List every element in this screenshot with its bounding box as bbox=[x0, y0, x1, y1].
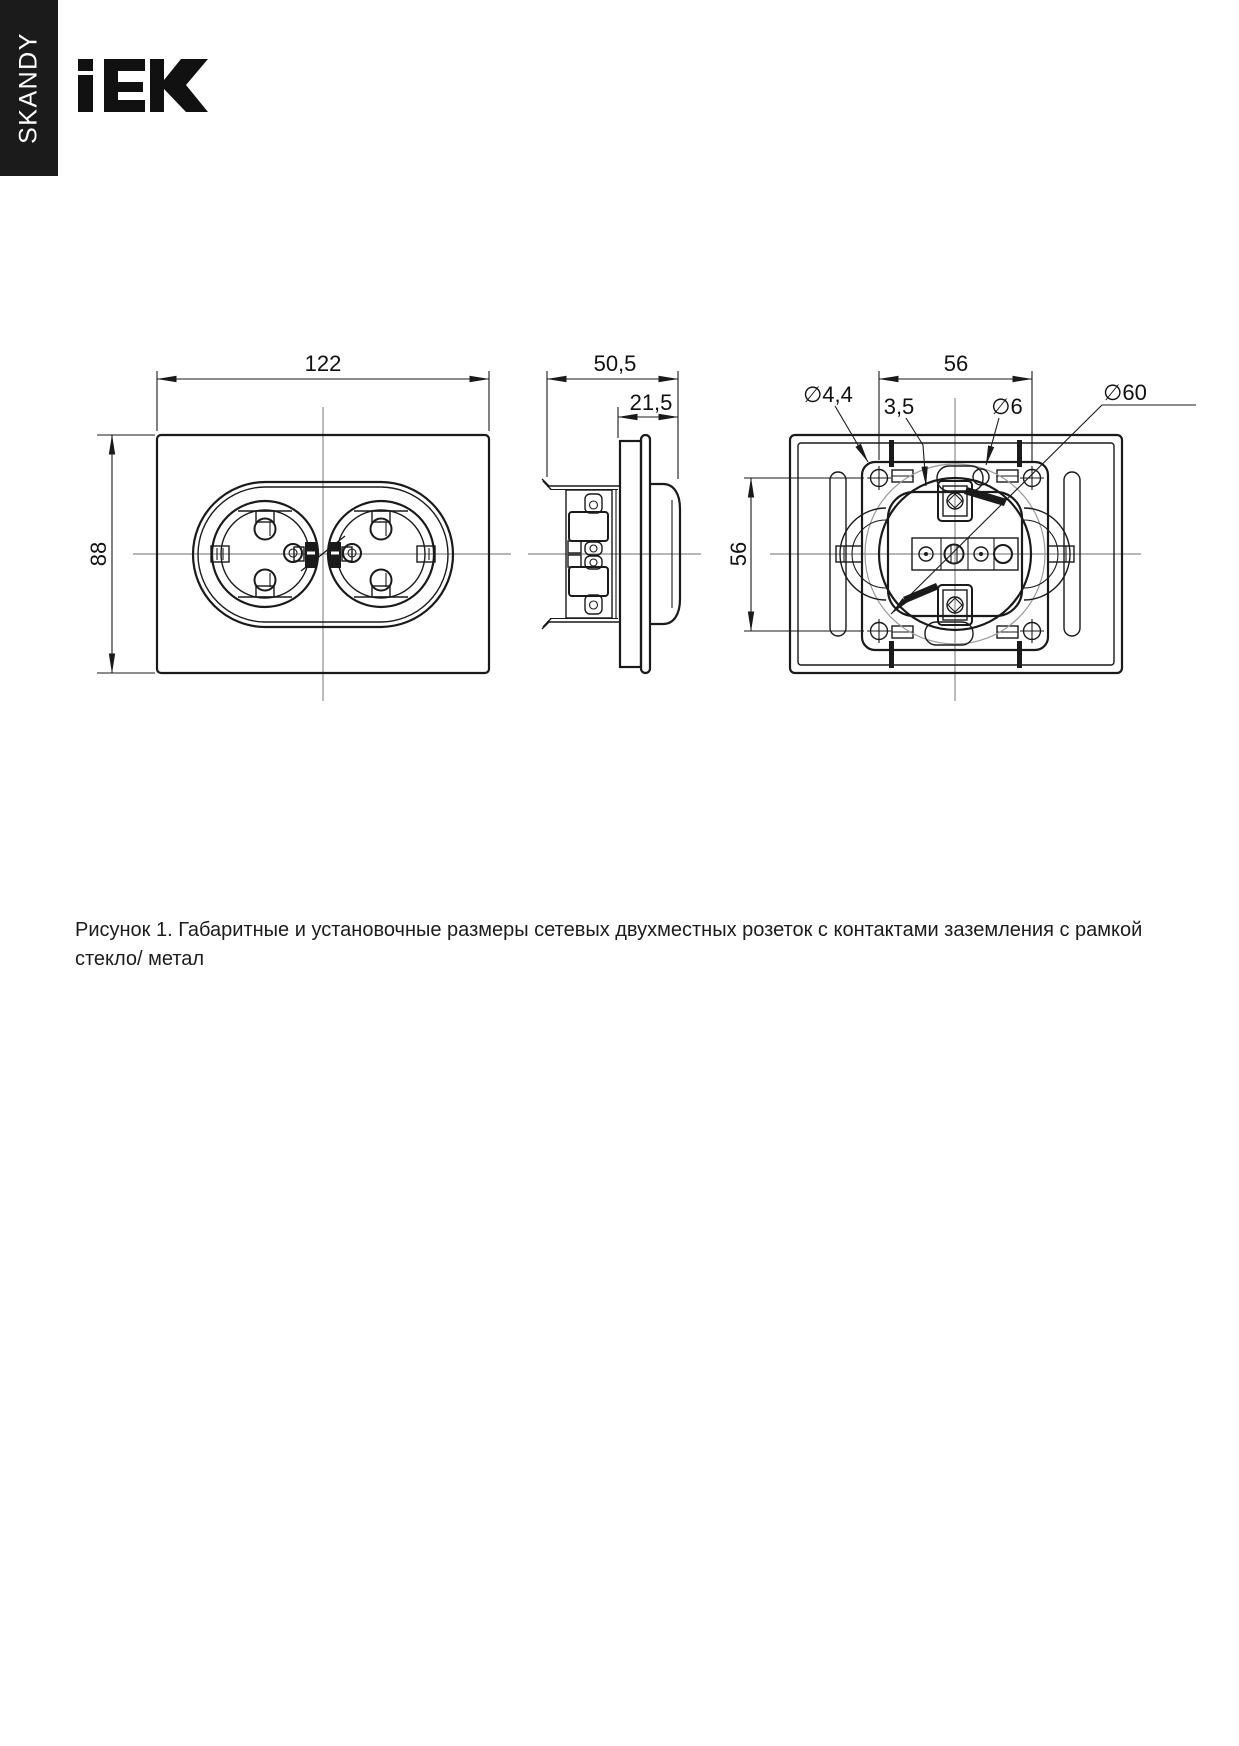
dia-label-6: ∅6 bbox=[991, 394, 1023, 419]
dim-side-front-depth bbox=[618, 390, 678, 438]
dia-label-4-4: ∅4,4 bbox=[803, 382, 853, 407]
rear-view bbox=[726, 351, 1196, 701]
dim-label-56-left: 56 bbox=[726, 541, 751, 567]
dim-label-56-top: 56 bbox=[943, 351, 969, 376]
dia-label-60: ∅60 bbox=[1103, 380, 1147, 405]
dim-label-3-5: 3,5 bbox=[883, 394, 915, 419]
side-view bbox=[528, 351, 701, 673]
dim-label-21-5: 21,5 bbox=[629, 390, 673, 415]
figure-drawing bbox=[0, 0, 1239, 780]
series-label: SKANDY bbox=[14, 32, 43, 144]
front-view bbox=[86, 351, 511, 701]
dim-side-depth bbox=[547, 351, 678, 479]
dim-label-50-5: 50,5 bbox=[593, 351, 637, 376]
dim-label-122: 122 bbox=[304, 351, 342, 376]
figure-caption: Рисунок 1. Габаритные и установочные размеры сетевых двухместных розеток с контактами заземления с рамкой стекло/ метал bbox=[75, 919, 1143, 970]
dim-label-88: 88 bbox=[86, 541, 111, 567]
